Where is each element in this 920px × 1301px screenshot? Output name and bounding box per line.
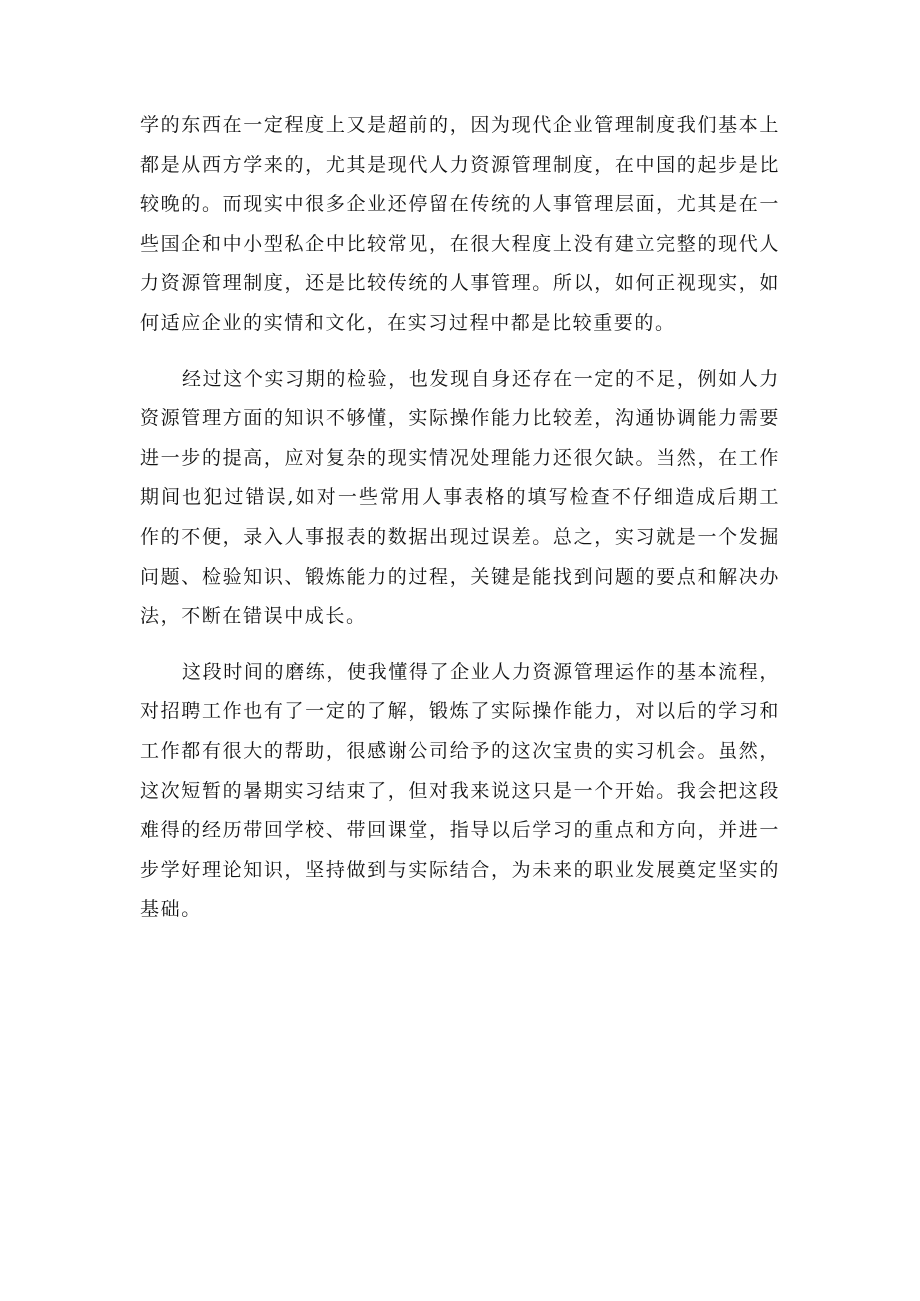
paragraph-conclusion: 这段时间的磨练，使我懂得了企业人力资源管理运作的基本流程，对招聘工作也有了一定的了解，锻炼了实际操作能力，对以后的学习和工作都有很大的帮助，很感谢公司给予的这次宝贵的实习机会。虽然，这次短暂的暑期实习结束了，但对我来说这只是一个开始。我会把这段难得的经历带回学校、带回课堂，指导以后学习的重点和方向，并进一步学好理论知识，坚持做到与实际结合，为未来的职业发展奠定坚实的基础。 xyxy=(140,660,780,921)
paragraph-shortcomings: 经过这个实习期的检验，也发现自身还存在一定的不足，例如人力资源管理方面的知识不够懂，实际操作能力比较差，沟通协调能力需要进一步的提高，应对复杂的现实情况处理能力还很欠缺。当然，在工作期间也犯过错误,如对一些常用人事表格的填写检查不仔细造成后期工作的不便，录入人事报表的数据出现过误差。总之，实习就是一个发掘问题、检验知识、锻炼能力的过程，关键是能找到问题的要点和解决办法，不断在错误中成长。 xyxy=(140,367,780,628)
paragraph-gap xyxy=(140,344,780,360)
paragraph-continuation: 学的东西在一定程度上又是超前的，因为现代企业管理制度我们基本上都是从西方学来的，尤其是现代人力资源管理制度，在中国的起步是比较晚的。而现实中很多企业还停留在传统的人事管理层面，尤其是在一些国企和中小型私企中比较常见，在很大程度上没有建立完整的现代人力资源管理制度，还是比较传统的人事管理。所以，如何正视现实，如何适应企业的实情和文化，在实习过程中都是比较重要的。 xyxy=(140,114,780,334)
document-page xyxy=(140,106,780,930)
paragraph-gap xyxy=(140,637,780,653)
